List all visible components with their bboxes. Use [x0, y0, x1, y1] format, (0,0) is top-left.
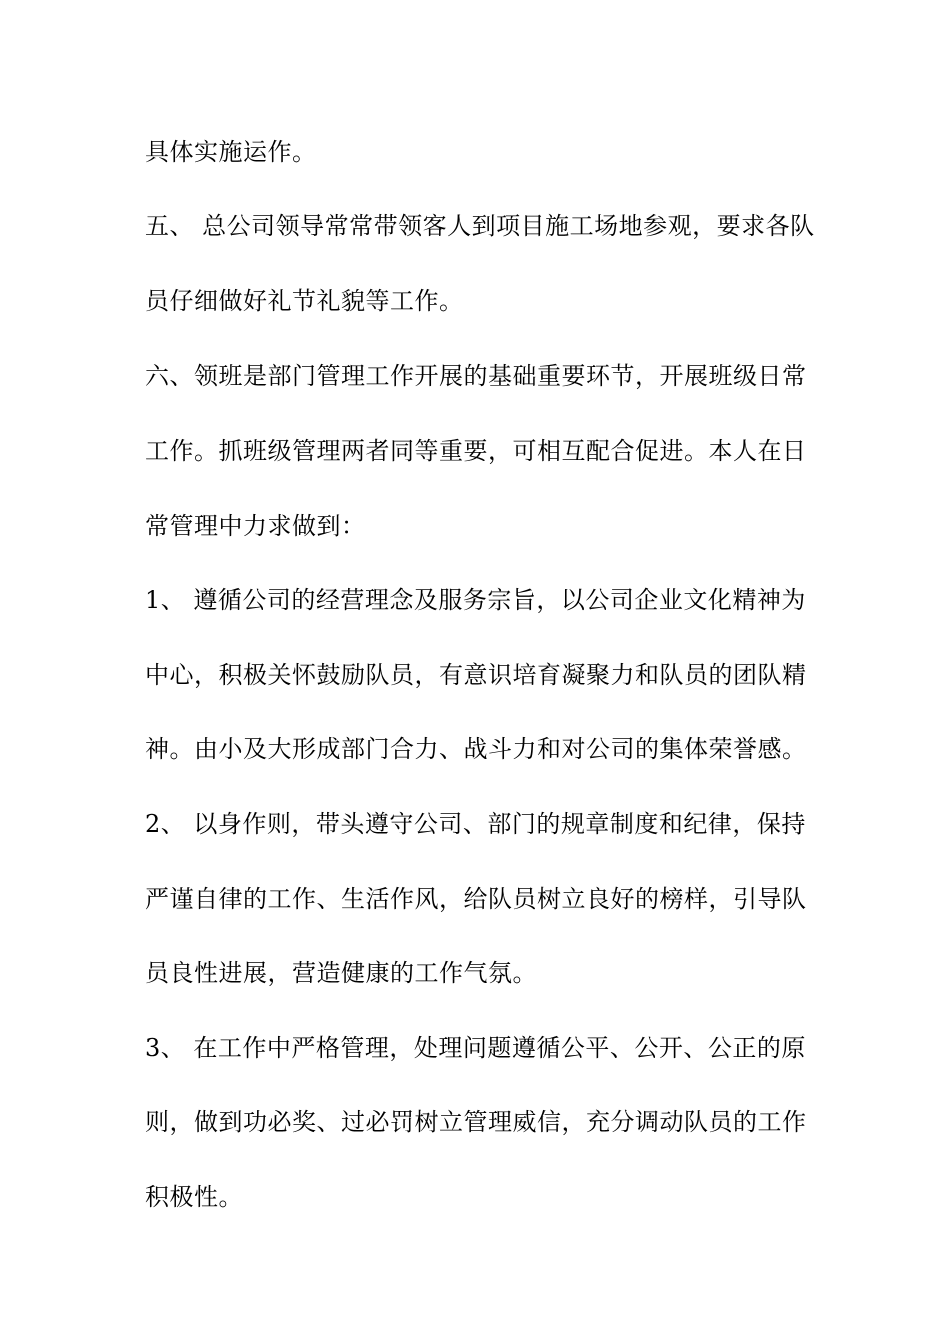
- text-line: 员仔细做好礼节礼貌等工作。: [145, 287, 464, 315]
- text-line: 常管理中力求做到：: [145, 512, 366, 540]
- text-line: 1、 遵循公司的经营理念及服务宗旨，以公司企业文化精神为: [145, 586, 806, 614]
- text-line: 具体实施运作。: [145, 138, 317, 166]
- text-line: 六、领班是部门管理工作开展的基础重要环节，开展班级日常: [145, 362, 807, 390]
- text-line: 3、 在工作中严格管理，处理问题遵循公平、公开、公正的原: [145, 1034, 806, 1062]
- text-line: 员良性进展，营造健康的工作气氛。: [145, 959, 537, 987]
- text-line: 严谨自律的工作、生活作风，给队员树立良好的榜样，引导队: [145, 885, 807, 913]
- text-line: 积极性。: [145, 1183, 243, 1211]
- text-line: 工作。抓班级管理两者同等重要，可相互配合促进。本人在日: [145, 437, 807, 465]
- text-line: 五、 总公司领导常常带领客人到项目施工场地参观，要求各队: [145, 212, 815, 240]
- text-line: 神。由小及大形成部门合力、战斗力和对公司的集体荣誉感。: [145, 735, 807, 763]
- text-line: 则，做到功必奖、过必罚树立管理威信，充分调动队员的工作: [145, 1108, 807, 1136]
- text-line: 2、 以身作则，带头遵守公司、部门的规章制度和纪律，保持: [145, 810, 806, 838]
- text-line: 中心，积极关怀鼓励队员，有意识培育凝聚力和队员的团队精: [145, 661, 807, 689]
